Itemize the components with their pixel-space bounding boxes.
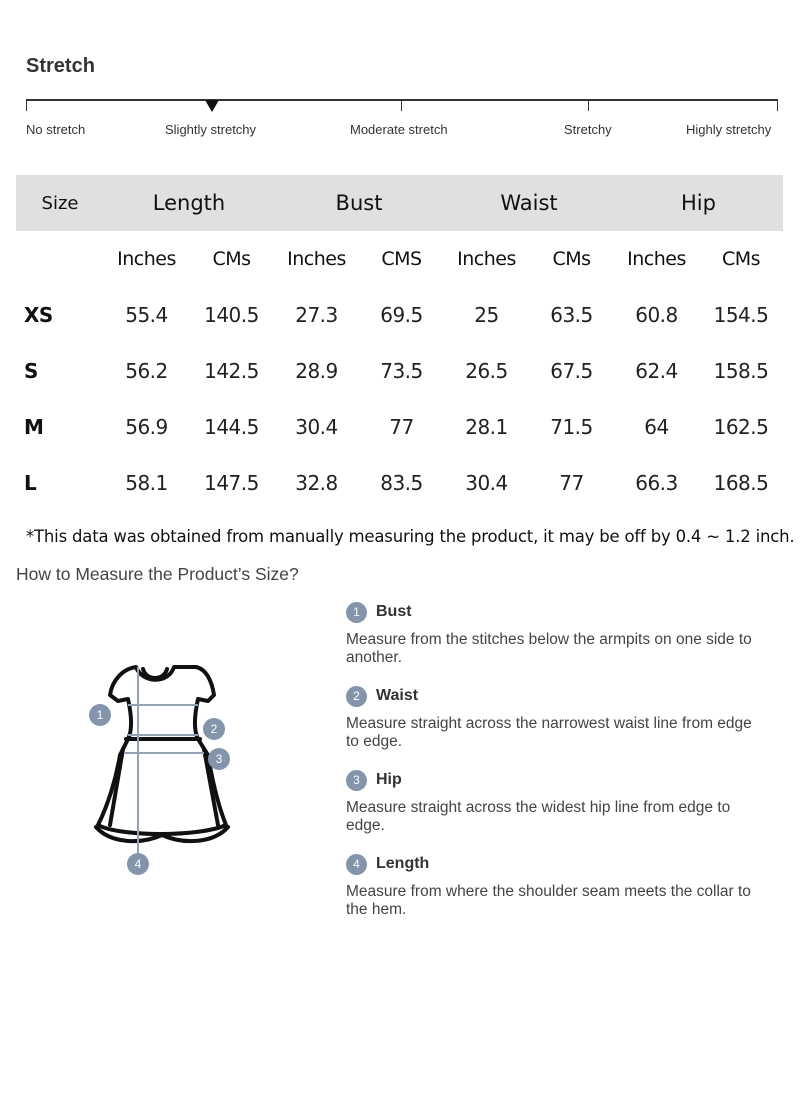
svg-text:4: 4 [134,857,142,871]
stretch-level-moderate: Moderate stretch [350,122,448,137]
group-header-bust: Bust [335,191,383,215]
value-cell: 154.5 [713,303,769,327]
value-cell: 32.8 [295,471,338,495]
value-cell: 63.5 [550,303,593,327]
group-header-hip: Hip [681,191,716,215]
unit-cell: Inches [457,248,516,270]
value-cell: 56.2 [125,359,168,383]
stretch-level-none: No stretch [26,122,86,137]
instruction-hip [346,769,756,835]
value-cell: 142.5 [204,359,259,383]
dress-icon [80,655,250,885]
stretch-scale [26,99,778,111]
scale-tick [777,99,778,111]
scale-tick [26,99,27,111]
size-header: Size [41,192,79,214]
instruction-desc: Measure from where the shoulder seam meets the collar to the hem. [346,883,751,918]
stretch-level-stretchy: Stretchy [564,122,612,137]
value-cell: 60.8 [635,303,678,327]
stretch-level-slight: Slightly stretchy [165,122,257,137]
size-table [16,175,783,511]
value-cell: 162.5 [713,415,769,439]
scale-line [26,99,778,101]
table-row [16,399,783,455]
table-header-row [16,175,783,231]
value-cell: 71.5 [550,415,593,439]
instruction-head [346,685,756,707]
value-cell: 144.5 [204,415,259,439]
group-header-length: Length [152,191,226,215]
unit-cell: CMs [552,248,591,270]
svg-text:3: 3 [215,752,223,766]
instruction-head [346,601,756,623]
value-cell: 69.5 [380,303,423,327]
size-cell: XS [24,303,53,327]
unit-row [16,231,783,287]
value-cell: 77 [389,415,414,439]
unit-cell: Inches [117,248,176,270]
value-cell: 56.9 [125,415,168,439]
instruction-label: Length [376,855,430,872]
value-cell: 27.3 [295,303,338,327]
table-row [16,287,783,343]
svg-text:1: 1 [96,708,104,722]
value-cell: 30.4 [465,471,508,495]
value-cell: 66.3 [635,471,678,495]
value-cell: 58.1 [125,471,168,495]
size-cell: M [24,415,44,439]
value-cell: 140.5 [204,303,259,327]
number-badge: 1 [346,602,367,623]
scale-tick [401,99,402,111]
unit-cell: Inches [287,248,346,270]
instruction-desc: Measure straight across the widest hip line from edge to edge. [346,799,731,834]
instruction-head [346,769,756,791]
value-cell: 64 [644,415,669,439]
svg-text:2: 2 [210,722,218,736]
value-cell: 73.5 [380,359,423,383]
number-badge: 4 [346,854,367,875]
measurement-note: *This data was obtained from manually measuring the product, it may be off by 0.4 ~ 1.2 inch. [26,527,795,546]
table-row [16,455,783,511]
scale-tick [588,99,589,111]
value-cell: 55.4 [125,303,168,327]
table-row [16,343,783,399]
size-cell: L [24,471,37,495]
number-badge: 2 [346,686,367,707]
instruction-length [346,853,756,919]
unit-cell: CMs [212,248,251,270]
value-cell: 168.5 [713,471,769,495]
instruction-desc: Measure straight across the narrowest waist line from edge to edge. [346,715,752,750]
value-cell: 77 [559,471,584,495]
instruction-label: Hip [376,771,402,788]
instruction-bust [346,601,756,667]
stretch-level-high: Highly stretchy [686,122,772,137]
stretch-title: Stretch [26,55,95,77]
value-cell: 26.5 [465,359,508,383]
value-cell: 25 [474,303,499,327]
instruction-waist [346,685,756,751]
group-header-waist: Waist [500,191,558,215]
instruction-head [346,853,756,875]
number-badge: 3 [346,770,367,791]
unit-cell: Inches [627,248,686,270]
value-cell: 28.1 [465,415,508,439]
unit-cell: CMs [721,248,761,270]
value-cell: 30.4 [295,415,338,439]
instruction-desc: Measure from the stitches below the armpits on one side to another. [346,631,752,666]
triangle-down-icon [205,100,219,112]
size-cell: S [24,359,38,383]
value-cell: 147.5 [204,471,259,495]
value-cell: 158.5 [713,359,769,383]
value-cell: 28.9 [295,359,338,383]
unit-cell-empty [16,231,104,287]
howto-title: How to Measure the Product’s Size? [16,564,299,584]
value-cell: 67.5 [550,359,593,383]
value-cell: 62.4 [635,359,678,383]
instruction-label: Waist [376,687,419,704]
instruction-label: Bust [376,603,412,620]
value-cell: 83.5 [380,471,423,495]
unit-cell: CMS [381,248,422,270]
